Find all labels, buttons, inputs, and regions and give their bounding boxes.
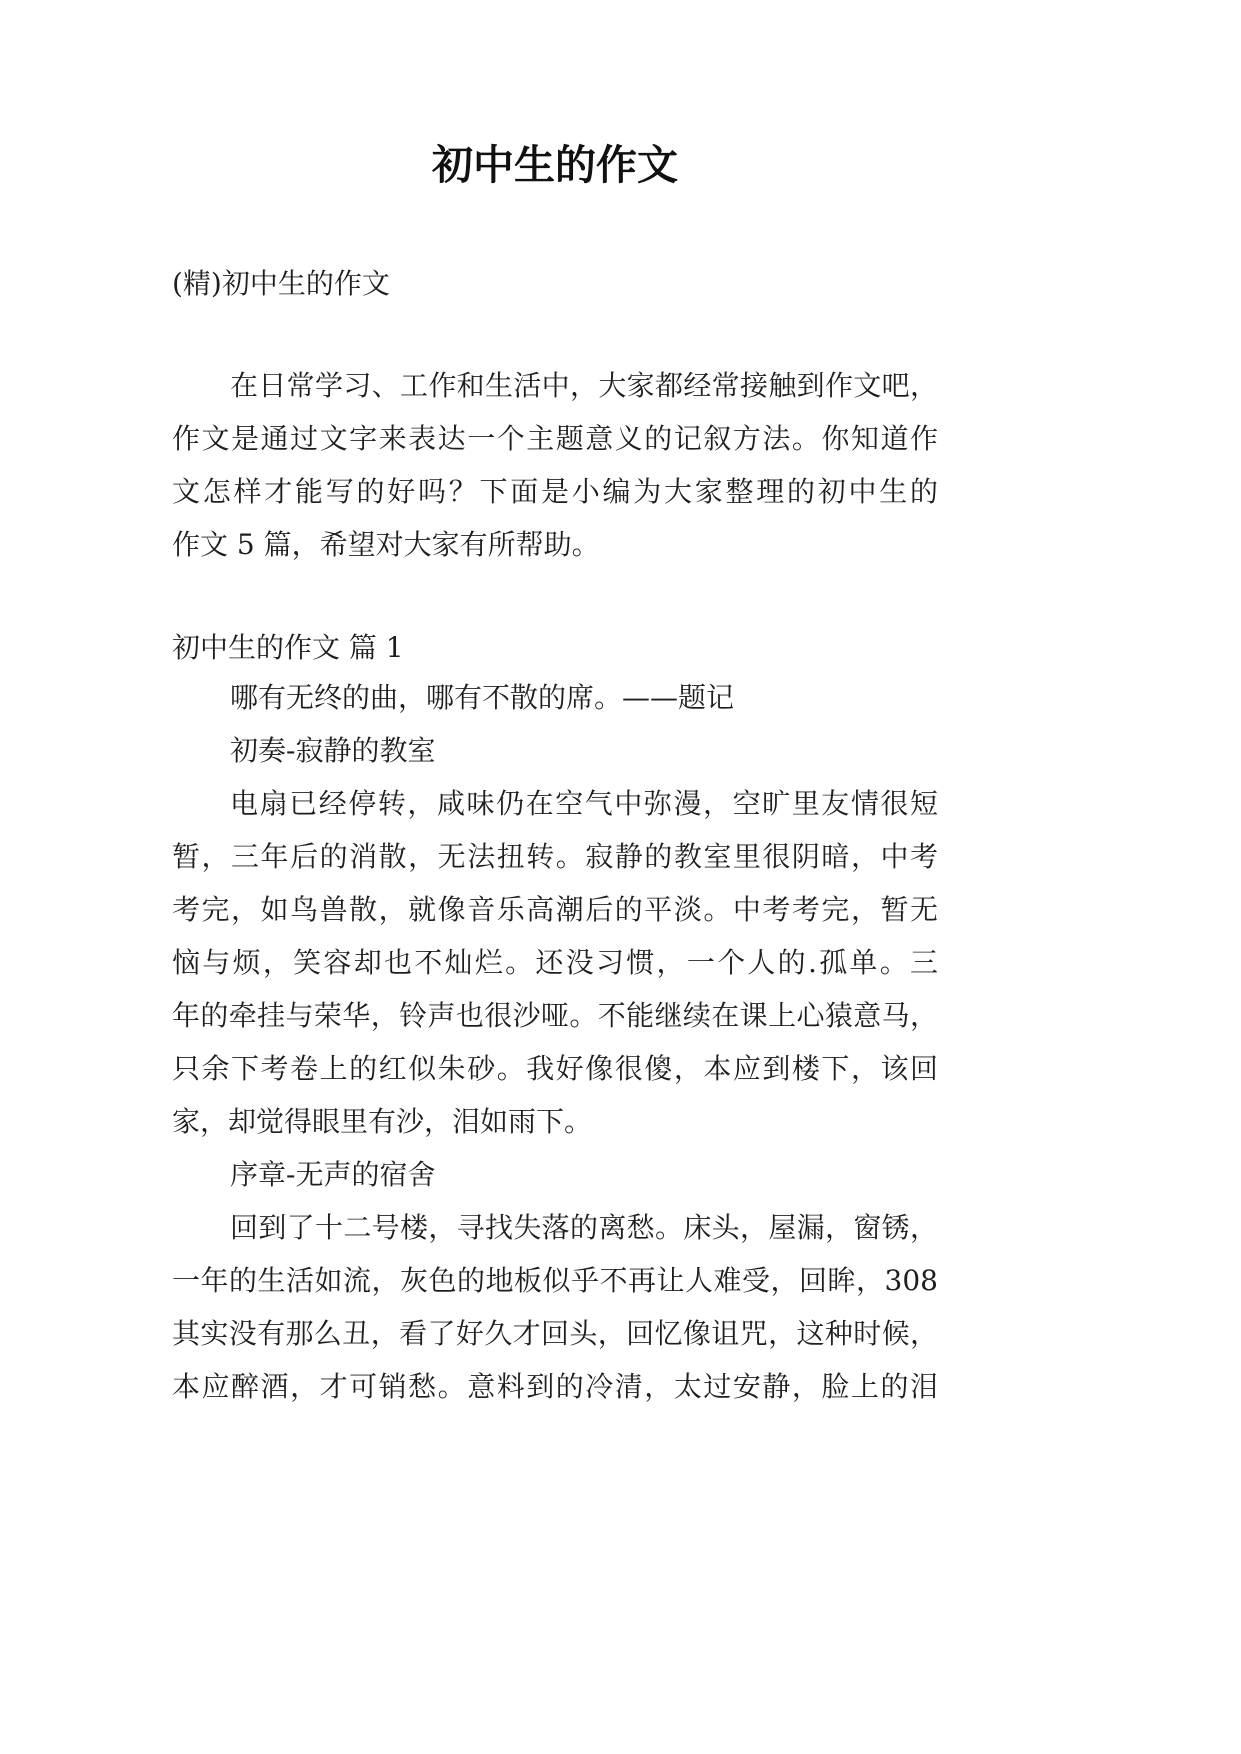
text-line: 一年的生活如流，灰色的地板似乎不再让人难受，回眸，308 — [172, 1263, 938, 1297]
text-line: 暂，三年后的消散，无法扭转。寂静的教室里很阴暗，中考 — [172, 839, 938, 873]
paragraph-classroom — [172, 777, 938, 1148]
text-line: 年的牵挂与荣华，铃声也很沙哑。不能继续在课上心猿意马， — [172, 998, 938, 1032]
text-line: 序章-无声的宿舍 — [230, 1157, 436, 1191]
paragraph-dormitory — [172, 1201, 938, 1413]
text-line: 作文 5 篇，希望对大家有所帮助。 — [172, 527, 600, 561]
intro-paragraph — [172, 359, 938, 571]
essay-body — [172, 671, 938, 1413]
text-line: 在日常学习、工作和生活中，大家都经常接触到作文吧， — [230, 368, 938, 402]
epigraph — [172, 671, 938, 724]
text-line: 其实没有那么丑，看了好久才回头，回忆像诅咒，这种时候， — [172, 1316, 938, 1350]
text-line: 电扇已经停转，咸味仍在空气中弥漫，空旷里友情很短 — [230, 786, 938, 820]
subheading-dormitory — [172, 1148, 938, 1201]
section-heading: 初中生的作文 篇 1 — [172, 630, 404, 664]
text-line: 家，却觉得眼里有沙，泪如雨下。 — [172, 1104, 593, 1138]
text-line: 作文是通过文字来表达一个主题意义的记叙方法。你知道作 — [172, 421, 938, 455]
text-line: 文怎样才能写的好吗？下面是小编为大家整理的初中生的 — [172, 474, 938, 508]
text-line: 本应醉酒，才可销愁。意料到的冷清，太过安静，脸上的泪 — [172, 1369, 938, 1403]
subheading-classroom — [172, 724, 938, 777]
text-line: 回到了十二号楼，寻找失落的离愁。床头，屋漏，窗锈， — [230, 1210, 938, 1244]
document-content — [172, 0, 938, 1413]
text-line: 初奏-寂静的教室 — [230, 733, 436, 767]
text-line: 只余下考卷上的红似朱砂。我好像很傻，本应到楼下，该回 — [172, 1051, 938, 1085]
text-line: 考完，如鸟兽散，就像音乐高潮后的平淡。中考考完，暂无 — [172, 892, 938, 926]
document-subtitle: (精)初中生的作文 — [172, 266, 390, 300]
document-title: 初中生的作文 — [432, 141, 678, 189]
text-line: 恼与烦，笑容却也不灿烂。还没习惯，一个人的.孤单。三 — [172, 945, 938, 979]
text-line: 哪有无终的曲，哪有不散的席。——题记 — [230, 680, 735, 714]
